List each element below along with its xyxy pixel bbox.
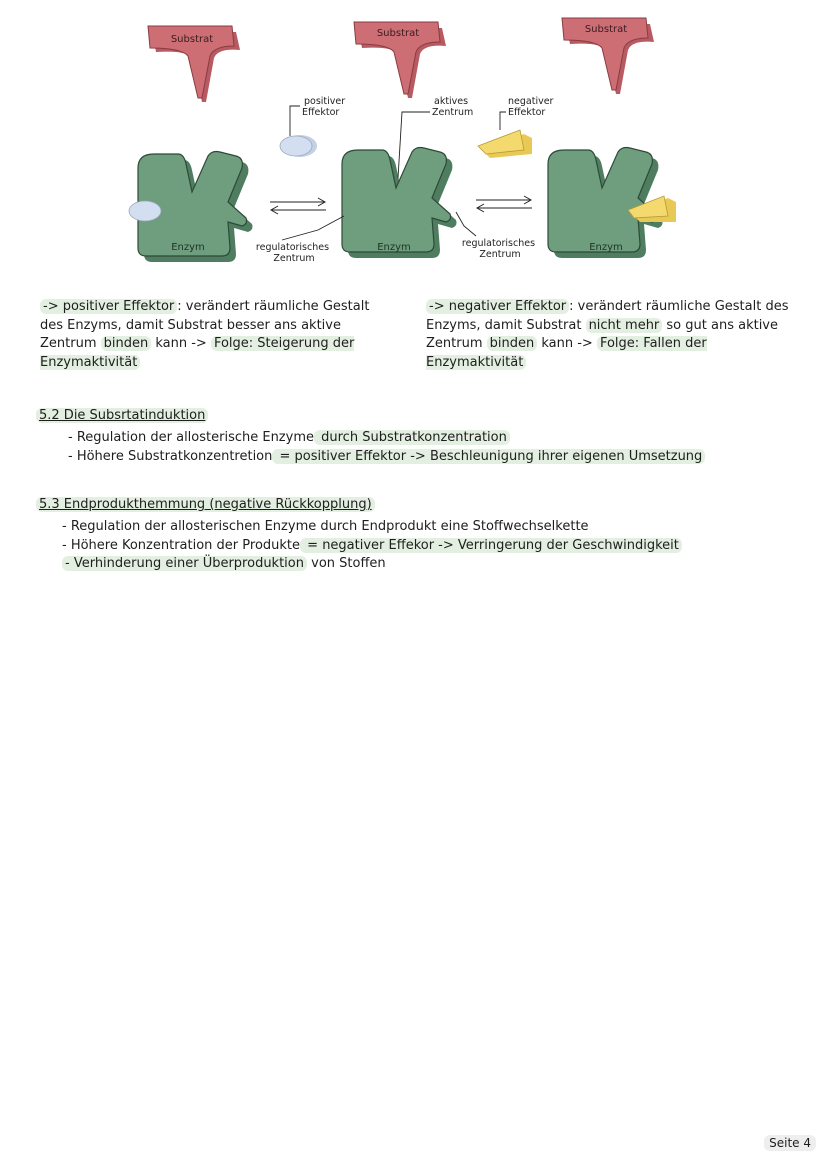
bullet-text: - Regulation der allosterischen Enzyme durch Endprodukt eine Stoffwechselkette	[62, 519, 589, 534]
equilibrium-arrows-right	[476, 196, 532, 212]
enzyme-label: Enzym	[171, 242, 205, 253]
list-item	[62, 555, 682, 574]
list-item	[62, 537, 682, 556]
equilibrium-arrows-left	[270, 198, 326, 214]
list-item	[68, 448, 705, 467]
positive-effector-term: -> positiver Effektor	[40, 299, 177, 314]
regulatory-center-label-right: regulatorisches Zentrum	[461, 238, 536, 260]
bullet-highlight: = positiver Effektor -> Beschleunigung ihrer eigenen Umsetzung	[272, 449, 705, 464]
section-5-3-list	[62, 518, 682, 574]
negative-effector	[478, 130, 532, 158]
positive-effector	[280, 135, 317, 157]
enzyme-label: Enzym	[377, 242, 411, 253]
bullet-text: - Höhere Substratkonzentretion	[68, 448, 273, 464]
list-item	[68, 429, 705, 448]
regulatory-center-label-left: regulatorisches Zentrum	[255, 242, 330, 264]
active-center-label: aktives Zentrum	[432, 96, 474, 118]
section-5-2-list	[68, 429, 705, 466]
negative-effector-term: -> negativer Effektor	[426, 299, 569, 314]
substrate-left	[148, 26, 240, 102]
positive-effector-bound	[129, 201, 161, 221]
negative-effector-paragraph	[426, 298, 804, 372]
section-5-2-title	[36, 408, 208, 423]
consequence-text: Folge: Fallen der Enzymaktivität	[426, 336, 707, 370]
bullet-text: - Regulation der allosterische Enzyme	[68, 430, 314, 445]
section-5-3-title	[36, 497, 375, 512]
paragraph-text: so gut ans aktive Zentrum	[426, 317, 778, 351]
list-item	[62, 518, 682, 537]
substrate-label: Substrat	[584, 24, 628, 35]
bullet-text: von Stoffen	[307, 556, 386, 571]
enzyme-label: Enzym	[589, 242, 623, 253]
positive-effector-label: positiver Effektor	[302, 96, 346, 118]
page-number: Seite 4	[764, 1135, 816, 1151]
section-title-text: 5.3 Endprodukthemmung (negative Rückkopplung)	[36, 497, 375, 512]
negative-effector-label: negativer Effektor	[508, 96, 554, 118]
bullet-highlight: = negativer Effekor -> Verringerung der Geschwindigkeit	[300, 538, 682, 553]
bullet-highlight: - Verhinderung einer Überproduktion	[62, 556, 307, 571]
section-title-text: 5.2 Die Subsrtatinduktion	[36, 408, 208, 423]
substrate-label: Substrat	[376, 28, 420, 39]
enzyme-right	[548, 148, 663, 259]
positive-effector-paragraph	[40, 298, 385, 372]
substrate-middle	[354, 22, 446, 98]
paragraph-text: : verändert räumliche Gestalt des Enzyms, damit Substrat	[426, 299, 789, 333]
paragraph-text: kann ->	[537, 336, 597, 351]
allosteric-regulation-diagram	[0, 0, 828, 290]
substrate-right	[562, 18, 654, 94]
consequence-text: Folge: Steigerung der Enzymaktivität	[40, 336, 355, 370]
not-anymore-term: nicht mehr	[586, 318, 663, 333]
bind-term: binden	[487, 336, 538, 351]
bullet-text: - Höhere Konzentration der Produkte	[62, 537, 301, 553]
bind-term: binden	[101, 336, 152, 351]
paragraph-text: kann ->	[151, 336, 211, 351]
paragraph-text: : verändert räumliche Gestalt des Enzyms, damit Substrat besser ans aktive Zentrum	[40, 299, 370, 351]
bullet-highlight: durch Substratkonzentration	[314, 430, 510, 445]
substrate-label: Substrat	[170, 34, 214, 45]
